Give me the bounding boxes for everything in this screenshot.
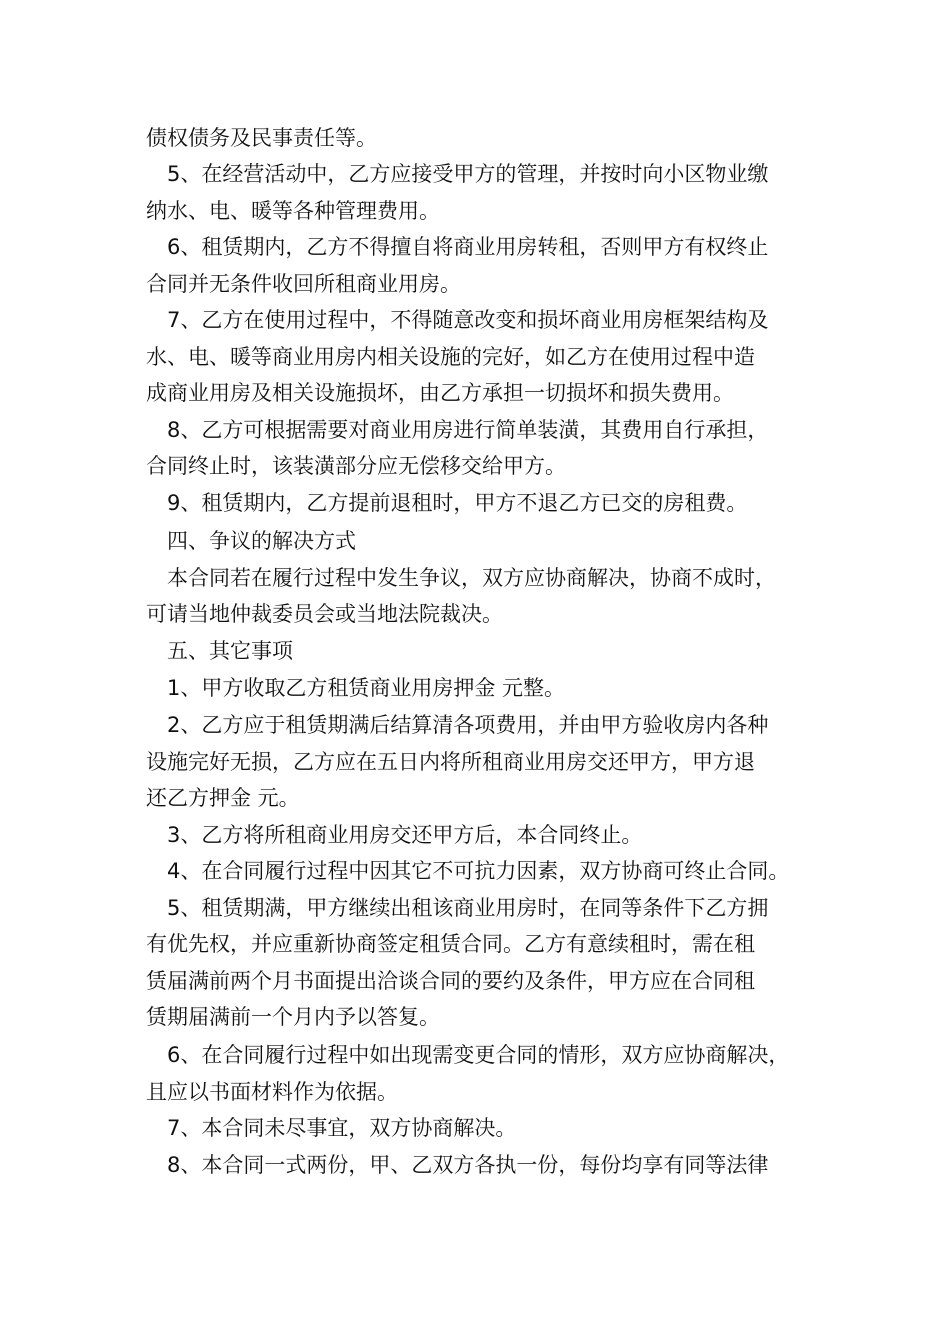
text-line: 4、在合同履行过程中因其它不可抗力因素，双方协商可终止合同。 (146, 859, 790, 883)
text-line: 1、甲方收取乙方租赁商业用房押金 元整。 (146, 676, 566, 700)
text-line: 水、电、暖等商业用房内相关设施的完好，如乙方在使用过程中造 (146, 345, 755, 369)
text-line: 设施完好无损，乙方应在五日内将所租商业用房交还甲方，甲方退 (146, 750, 755, 774)
text-line: 8、乙方可根据需要对商业用房进行简单装潢，其费用自行承担， (146, 418, 769, 442)
text-line: 5、租赁期满，甲方继续出租该商业用房时，在同等条件下乙方拥 (146, 896, 769, 920)
text-line: 合同并无条件收回所租商业用房。 (146, 272, 461, 296)
text-line: 6、租赁期内，乙方不得擅自将商业用房转租，否则甲方有权终止 (146, 235, 769, 259)
text-line: 8、本合同一式两份，甲、乙双方各执一份，每份均享有同等法律 (146, 1153, 769, 1177)
text-line: 成商业用房及相关设施损坏，由乙方承担一切损坏和损失费用。 (146, 381, 734, 405)
text-line: 债权债务及民事责任等。 (146, 126, 377, 150)
text-line: 纳水、电、暖等各种管理费用。 (146, 199, 440, 223)
text-line: 赁届满前两个月书面提出洽谈合同的要约及条件，甲方应在合同租 (146, 969, 755, 993)
text-line: 合同终止时，该装潢部分应无偿移交给甲方。 (146, 454, 566, 478)
text-line: 3、乙方将所租商业用房交还甲方后，本合同终止。 (146, 823, 643, 847)
text-line: 可请当地仲裁委员会或当地法院裁决。 (146, 602, 503, 626)
section-heading: 五、其它事项 (146, 639, 293, 663)
text-line: 赁期届满前一个月内予以答复。 (146, 1005, 440, 1029)
text-line: 9、租赁期内，乙方提前退租时，甲方不退乙方已交的房租费。 (146, 491, 748, 515)
text-line: 5、在经营活动中，乙方应接受甲方的管理，并按时向小区物业缴 (146, 162, 769, 186)
text-line: 2、乙方应于租赁期满后结算清各项费用，并由甲方验收房内各种 (146, 713, 769, 737)
text-line: 还乙方押金 元。 (146, 786, 300, 810)
text-line: 7、乙方在使用过程中，不得随意改变和损坏商业用房框架结构及 (146, 308, 769, 332)
text-line: 6、在合同履行过程中如出现需变更合同的情形，双方应协商解决， (146, 1043, 790, 1067)
section-heading: 四、争议的解决方式 (146, 529, 356, 553)
text-line: 有优先权，并应重新协商签定租赁合同。乙方有意续租时，需在租 (146, 932, 755, 956)
text-line: 本合同若在履行过程中发生争议，双方应协商解决，协商不成时， (146, 566, 776, 590)
text-line: 7、本合同未尽事宜，双方协商解决。 (146, 1116, 517, 1140)
text-line: 且应以书面材料作为依据。 (146, 1080, 398, 1104)
